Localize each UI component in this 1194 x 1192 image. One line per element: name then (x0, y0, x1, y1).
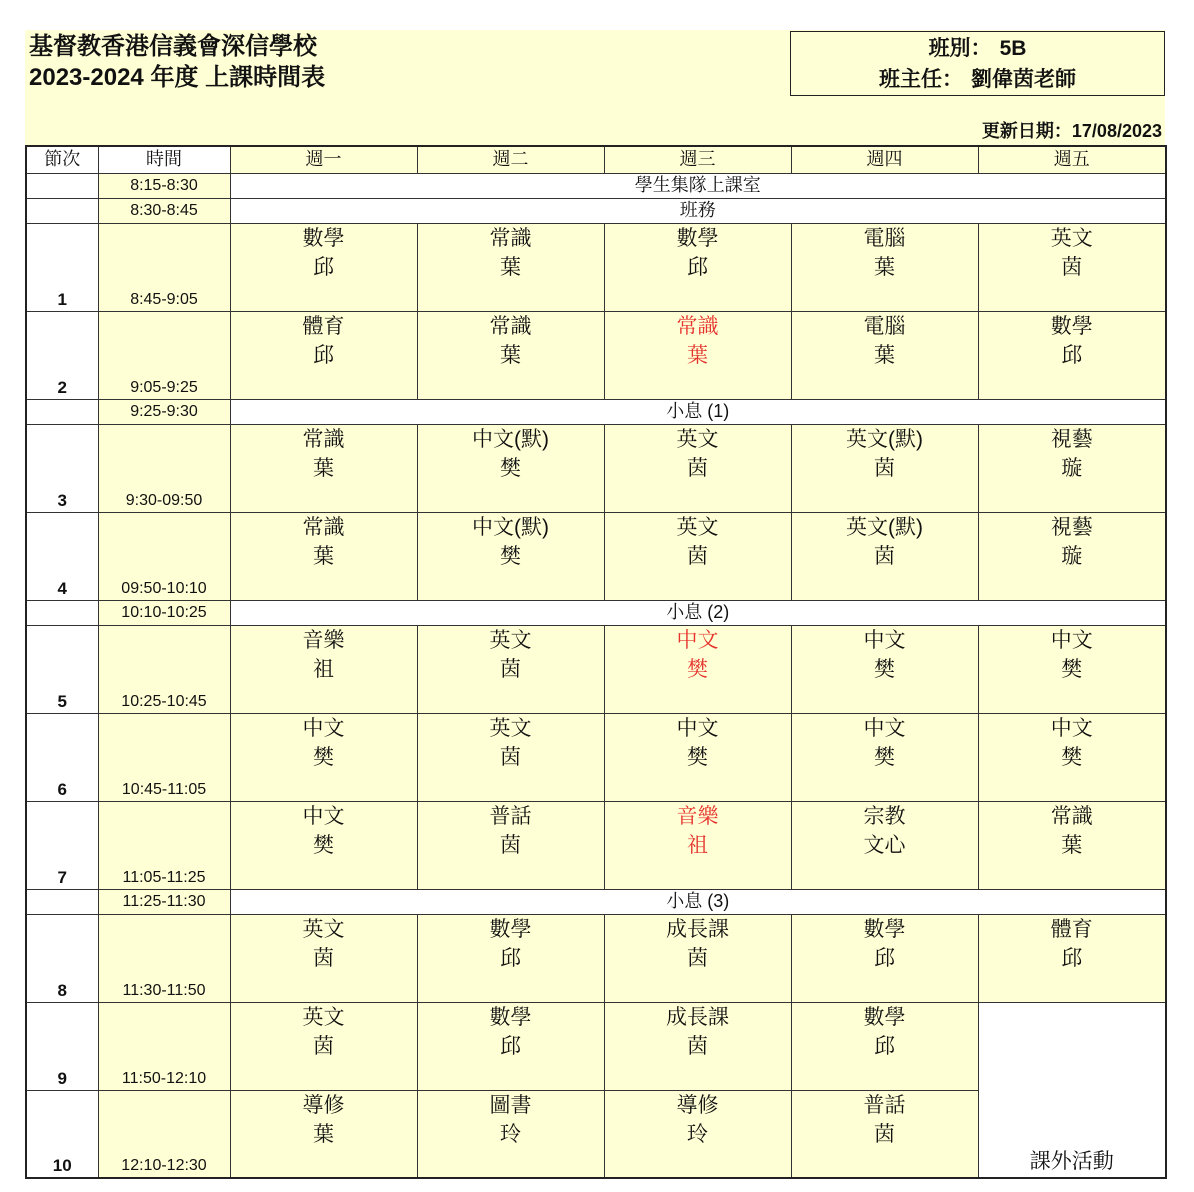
lesson-subject: 英文 (302, 1005, 345, 1029)
lesson-subject: 音樂 (676, 804, 719, 828)
lesson-teacher: 樊 (687, 745, 708, 769)
time-slot: 9:05-9:25 (98, 311, 230, 399)
period-row (26, 424, 1166, 512)
lesson-cell (978, 625, 1166, 713)
lesson-teacher: 邱 (1061, 343, 1083, 367)
time-slot: 8:15-8:30 (98, 173, 230, 198)
time-slot: 10:45-11:05 (98, 713, 230, 801)
period-row (26, 801, 1166, 889)
period-number: 5 (26, 625, 98, 713)
lesson-subject: 常識 (1050, 804, 1093, 828)
lesson-subject: 英文 (489, 628, 532, 652)
updated-date: 更新日期：17/08/2023 (981, 121, 1162, 141)
lesson-subject: 數學 (676, 226, 719, 250)
lesson-cell (230, 512, 417, 600)
extra-activity-cell (978, 1002, 1166, 1178)
schedule-event-row (26, 173, 1166, 198)
lesson-teacher: 邱 (313, 255, 334, 279)
lesson-cell (791, 1090, 978, 1178)
lesson-teacher: 樊 (1061, 657, 1083, 681)
lesson-subject: 中文 (863, 628, 906, 652)
time-slot: 11:25-11:30 (98, 889, 230, 914)
period-number: 1 (26, 223, 98, 311)
period-number: 7 (26, 801, 98, 889)
lesson-teacher: 茵 (313, 946, 334, 970)
column-header-thursday: 週四 (791, 146, 978, 173)
lesson-cell (417, 311, 604, 399)
lesson-teacher: 茵 (874, 1122, 895, 1146)
lesson-cell (230, 223, 417, 311)
lesson-cell (604, 1002, 791, 1090)
period-row (26, 512, 1166, 600)
lesson-subject: 中文 (302, 804, 345, 828)
lesson-subject: 中文(默) (472, 515, 549, 539)
lesson-teacher: 茵 (500, 657, 521, 681)
lesson-teacher: 茵 (500, 833, 521, 857)
lesson-subject: 常識 (302, 427, 345, 451)
time-slot: 8:45-9:05 (98, 223, 230, 311)
lesson-subject: 中文 (302, 716, 345, 740)
lesson-subject: 常識 (676, 314, 719, 338)
period-number: 10 (26, 1090, 98, 1178)
lesson-cell (791, 1002, 978, 1090)
lesson-subject: 數學 (302, 226, 345, 250)
lesson-subject: 英文(默) (846, 515, 923, 539)
lesson-teacher: 葉 (313, 456, 334, 480)
lesson-cell (604, 424, 791, 512)
lesson-cell (230, 311, 417, 399)
lesson-subject: 導修 (676, 1093, 719, 1117)
lesson-teacher: 祖 (687, 833, 708, 857)
class-teacher-line (791, 64, 1164, 95)
time-slot: 12:10-12:30 (98, 1090, 230, 1178)
lesson-teacher: 文心 (863, 833, 906, 857)
schedule-event-row (26, 198, 1166, 223)
lesson-teacher: 邱 (874, 1034, 895, 1058)
lesson-cell (978, 512, 1166, 600)
time-slot: 8:30-8:45 (98, 198, 230, 223)
lesson-cell (417, 424, 604, 512)
lesson-teacher: 茵 (687, 1034, 708, 1058)
event-label: 小息 (3) (230, 889, 1166, 914)
lesson-cell (230, 625, 417, 713)
class-label: 班別： (928, 37, 992, 60)
lesson-cell (230, 801, 417, 889)
lesson-teacher: 樊 (500, 456, 521, 480)
period-row (26, 914, 1166, 1002)
event-label: 小息 (2) (230, 600, 1166, 625)
lesson-teacher: 樊 (687, 657, 708, 681)
lesson-teacher: 茵 (500, 745, 521, 769)
lesson-cell (604, 801, 791, 889)
schedule-event-row (26, 600, 1166, 625)
lesson-cell (604, 713, 791, 801)
lesson-subject: 常識 (489, 226, 532, 250)
lesson-subject: 成長課 (666, 1005, 729, 1029)
class-value: 5B (999, 37, 1027, 60)
lesson-cell (604, 1090, 791, 1178)
lesson-cell (791, 625, 978, 713)
lesson-cell (604, 625, 791, 713)
class-line (791, 33, 1164, 64)
period-number-cell (26, 198, 98, 223)
lesson-cell (230, 424, 417, 512)
lesson-cell (417, 713, 604, 801)
lesson-teacher: 茵 (687, 456, 708, 480)
lesson-teacher: 茵 (874, 456, 895, 480)
lesson-subject: 英文 (489, 716, 532, 740)
time-slot: 11:05-11:25 (98, 801, 230, 889)
lesson-subject: 圖書 (489, 1093, 532, 1117)
lesson-subject: 視藝 (1050, 427, 1093, 451)
lesson-cell (791, 713, 978, 801)
lesson-cell (417, 801, 604, 889)
lesson-cell (230, 1090, 417, 1178)
event-label: 學生集隊上課室 (230, 173, 1166, 198)
lesson-subject: 常識 (302, 515, 345, 539)
lesson-subject: 數學 (1050, 314, 1093, 338)
lesson-subject: 英文 (302, 917, 345, 941)
header-row (26, 146, 1166, 173)
class-teacher-label: 班主任： (879, 68, 963, 91)
lesson-subject: 中文 (1050, 716, 1093, 740)
lesson-cell (791, 914, 978, 1002)
period-number: 9 (26, 1002, 98, 1090)
lesson-teacher: 茵 (1061, 255, 1083, 279)
lesson-cell (978, 713, 1166, 801)
period-number-cell (26, 600, 98, 625)
column-header-time: 時間 (98, 146, 230, 173)
period-row (26, 311, 1166, 399)
column-header-friday: 週五 (978, 146, 1166, 173)
time-slot: 09:50-10:10 (98, 512, 230, 600)
column-header-period: 節次 (26, 146, 98, 173)
lesson-cell (604, 914, 791, 1002)
column-header-tuesday: 週二 (417, 146, 604, 173)
lesson-cell (791, 801, 978, 889)
lesson-subject: 音樂 (302, 628, 345, 652)
lesson-cell (978, 424, 1166, 512)
lesson-teacher: 樊 (874, 657, 895, 681)
period-number: 6 (26, 713, 98, 801)
period-number: 4 (26, 512, 98, 600)
class-info-box (790, 31, 1165, 96)
lesson-teacher: 玲 (687, 1122, 708, 1146)
lesson-subject: 常識 (489, 314, 532, 338)
school-name: 基督教香港信義會深信學校 (29, 33, 317, 60)
lesson-cell (417, 1002, 604, 1090)
lesson-cell (604, 311, 791, 399)
schedule-event-row (26, 399, 1166, 424)
event-label: 班務 (230, 198, 1166, 223)
lesson-cell (230, 713, 417, 801)
lesson-teacher: 邱 (500, 1034, 521, 1058)
timetable-head (26, 146, 1166, 173)
lesson-subject: 體育 (302, 314, 345, 338)
column-header-wednesday: 週三 (604, 146, 791, 173)
lesson-cell (978, 801, 1166, 889)
lesson-cell (978, 311, 1166, 399)
lesson-subject: 普話 (863, 1093, 906, 1117)
timetable-title: 2023-2024 年度 上課時間表 (29, 64, 326, 91)
period-number: 8 (26, 914, 98, 1002)
lesson-subject: 英文 (676, 427, 719, 451)
lesson-teacher: 邱 (313, 343, 334, 367)
lesson-subject: 視藝 (1050, 515, 1093, 539)
period-number: 2 (26, 311, 98, 399)
lesson-teacher: 葉 (313, 544, 334, 568)
lesson-subject: 數學 (489, 1005, 532, 1029)
lesson-teacher: 樊 (874, 745, 895, 769)
lesson-teacher: 茵 (874, 544, 895, 568)
period-number-cell (26, 889, 98, 914)
lesson-teacher: 邱 (500, 946, 521, 970)
lesson-subject: 數學 (489, 917, 532, 941)
lesson-teacher: 邱 (1061, 946, 1083, 970)
lesson-subject: 數學 (863, 917, 906, 941)
period-row (26, 713, 1166, 801)
lesson-subject: 普話 (489, 804, 532, 828)
lesson-subject: 中文 (676, 716, 719, 740)
lesson-subject: 中文 (863, 716, 906, 740)
lesson-cell (604, 223, 791, 311)
time-slot: 10:10-10:25 (98, 600, 230, 625)
lesson-subject: 中文 (1050, 628, 1093, 652)
lesson-subject: 體育 (1050, 917, 1093, 941)
lesson-subject: 英文 (676, 515, 719, 539)
time-slot: 11:30-11:50 (98, 914, 230, 1002)
time-slot: 10:25-10:45 (98, 625, 230, 713)
lesson-subject: 中文(默) (472, 427, 549, 451)
lesson-cell (417, 625, 604, 713)
column-header-monday: 週一 (230, 146, 417, 173)
lesson-subject: 電腦 (863, 226, 906, 250)
timetable-body (26, 173, 1166, 1178)
lesson-teacher: 邱 (874, 946, 895, 970)
lesson-subject: 成長課 (666, 917, 729, 941)
lesson-teacher: 邱 (687, 255, 708, 279)
lesson-teacher: 樊 (313, 745, 334, 769)
lesson-cell (791, 512, 978, 600)
lesson-cell (417, 223, 604, 311)
lesson-teacher: 樊 (313, 833, 334, 857)
lesson-cell (791, 311, 978, 399)
lesson-teacher: 葉 (500, 343, 521, 367)
extra-activity-label: 課外活動 (1029, 1150, 1114, 1173)
timetable (25, 145, 1167, 1179)
lesson-teacher: 葉 (313, 1122, 334, 1146)
period-number-cell (26, 173, 98, 198)
time-slot: 9:25-9:30 (98, 399, 230, 424)
lesson-subject: 中文 (676, 628, 719, 652)
lesson-teacher: 樊 (500, 544, 521, 568)
class-teacher-value: 劉偉茵老師 (971, 68, 1076, 91)
lesson-cell (230, 1002, 417, 1090)
event-label: 小息 (1) (230, 399, 1166, 424)
lesson-teacher: 玲 (500, 1122, 521, 1146)
lesson-subject: 英文 (1050, 226, 1093, 250)
lesson-teacher: 璇 (1061, 544, 1083, 568)
lesson-teacher: 樊 (1061, 745, 1083, 769)
lesson-cell (604, 512, 791, 600)
lesson-teacher: 葉 (500, 255, 521, 279)
lesson-cell (791, 223, 978, 311)
lesson-cell (417, 914, 604, 1002)
lesson-subject: 電腦 (863, 314, 906, 338)
lesson-teacher: 茵 (313, 1034, 334, 1058)
lesson-teacher: 茵 (687, 544, 708, 568)
lesson-cell (417, 1090, 604, 1178)
lesson-cell (230, 914, 417, 1002)
lesson-cell (791, 424, 978, 512)
time-slot: 9:30-09:50 (98, 424, 230, 512)
lesson-subject: 宗教 (863, 804, 906, 828)
lesson-teacher: 葉 (1061, 833, 1083, 857)
period-row (26, 625, 1166, 713)
lesson-teacher: 葉 (874, 255, 895, 279)
lesson-teacher: 璇 (1061, 456, 1083, 480)
lesson-cell (978, 223, 1166, 311)
period-number: 3 (26, 424, 98, 512)
lesson-cell (417, 512, 604, 600)
lesson-teacher: 茵 (687, 946, 708, 970)
lesson-teacher: 祖 (313, 657, 334, 681)
period-row (26, 223, 1166, 311)
lesson-teacher: 葉 (874, 343, 895, 367)
lesson-teacher: 葉 (687, 343, 708, 367)
period-row (26, 1002, 1166, 1090)
lesson-subject: 英文(默) (846, 427, 923, 451)
schedule-event-row (26, 889, 1166, 914)
lesson-subject: 導修 (302, 1093, 345, 1117)
lesson-cell (978, 914, 1166, 1002)
time-slot: 11:50-12:10 (98, 1002, 230, 1090)
period-number-cell (26, 399, 98, 424)
lesson-subject: 數學 (863, 1005, 906, 1029)
